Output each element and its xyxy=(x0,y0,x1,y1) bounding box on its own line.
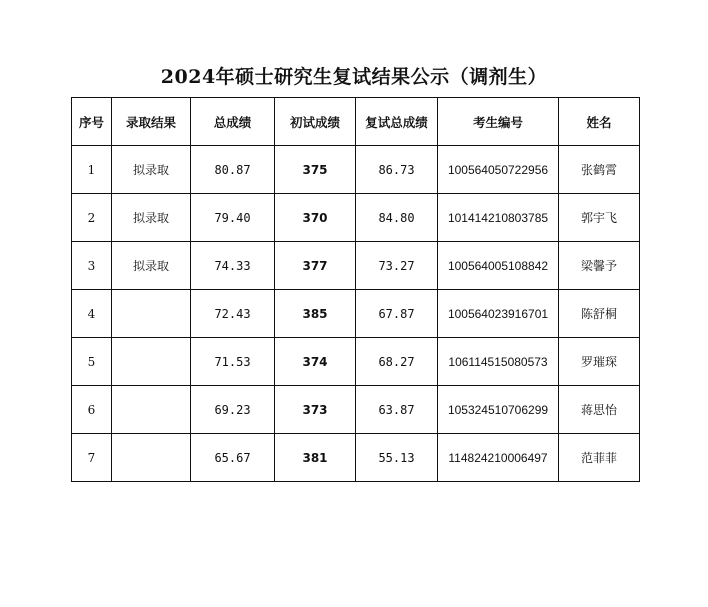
cell-result: 拟录取 xyxy=(112,146,191,194)
table-row xyxy=(72,434,640,482)
cell-result: 拟录取 xyxy=(112,194,191,242)
cell-total-score: 71.53 xyxy=(191,338,275,386)
table-row xyxy=(72,338,640,386)
cell-initial-score: 377 xyxy=(275,242,356,290)
cell-exam-id: 105324510706299 xyxy=(438,386,559,434)
cell-exam-id: 106114515080573 xyxy=(438,338,559,386)
cell-exam-id: 114824210006497 xyxy=(438,434,559,482)
cell-name: 张鹤霄 xyxy=(559,146,640,194)
header-initial-score: 初试成绩 xyxy=(275,98,356,146)
cell-index: 2 xyxy=(72,194,112,242)
cell-index: 1 xyxy=(72,146,112,194)
cell-exam-id: 100564050722956 xyxy=(438,146,559,194)
cell-retest-score: 55.13 xyxy=(356,434,438,482)
cell-index: 4 xyxy=(72,290,112,338)
table-row xyxy=(72,386,640,434)
cell-total-score: 74.33 xyxy=(191,242,275,290)
header-name: 姓名 xyxy=(559,98,640,146)
cell-retest-score: 63.87 xyxy=(356,386,438,434)
table-row xyxy=(72,290,640,338)
cell-total-score: 72.43 xyxy=(191,290,275,338)
cell-retest-score: 67.87 xyxy=(356,290,438,338)
cell-name: 范菲菲 xyxy=(559,434,640,482)
cell-name: 罗璀琛 xyxy=(559,338,640,386)
cell-initial-score: 374 xyxy=(275,338,356,386)
cell-name: 蒋思怡 xyxy=(559,386,640,434)
cell-total-score: 69.23 xyxy=(191,386,275,434)
table-row xyxy=(72,194,640,242)
cell-initial-score: 381 xyxy=(275,434,356,482)
cell-initial-score: 375 xyxy=(275,146,356,194)
cell-total-score: 80.87 xyxy=(191,146,275,194)
header-index: 序号 xyxy=(72,98,112,146)
cell-name: 郭宇飞 xyxy=(559,194,640,242)
cell-initial-score: 370 xyxy=(275,194,356,242)
cell-exam-id: 100564005108842 xyxy=(438,242,559,290)
cell-initial-score: 385 xyxy=(275,290,356,338)
cell-result xyxy=(112,386,191,434)
cell-retest-score: 84.80 xyxy=(356,194,438,242)
cell-exam-id: 101414210803785 xyxy=(438,194,559,242)
cell-total-score: 65.67 xyxy=(191,434,275,482)
cell-result xyxy=(112,338,191,386)
cell-exam-id: 100564023916701 xyxy=(438,290,559,338)
cell-index: 7 xyxy=(72,434,112,482)
results-table xyxy=(71,97,640,482)
cell-result xyxy=(112,290,191,338)
header-row xyxy=(72,98,640,146)
table-row xyxy=(72,146,640,194)
cell-result: 拟录取 xyxy=(112,242,191,290)
cell-index: 6 xyxy=(72,386,112,434)
cell-index: 3 xyxy=(72,242,112,290)
cell-initial-score: 373 xyxy=(275,386,356,434)
cell-retest-score: 68.27 xyxy=(356,338,438,386)
table-row xyxy=(72,242,640,290)
header-total-score: 总成绩 xyxy=(191,98,275,146)
cell-total-score: 79.40 xyxy=(191,194,275,242)
cell-name: 梁馨予 xyxy=(559,242,640,290)
header-result: 录取结果 xyxy=(112,98,191,146)
cell-result xyxy=(112,434,191,482)
cell-index: 5 xyxy=(72,338,112,386)
cell-name: 陈舒桐 xyxy=(559,290,640,338)
header-exam-id: 考生编号 xyxy=(438,98,559,146)
page-title: 2024年硕士研究生复试结果公示（调剂生） xyxy=(160,66,548,88)
header-retest-score: 复试总成绩 xyxy=(356,98,438,146)
cell-retest-score: 86.73 xyxy=(356,146,438,194)
cell-retest-score: 73.27 xyxy=(356,242,438,290)
